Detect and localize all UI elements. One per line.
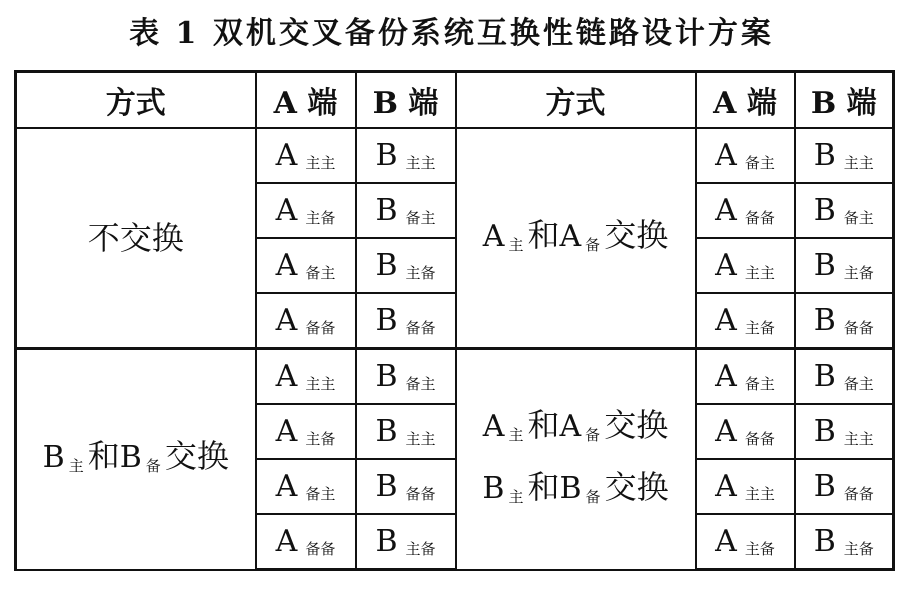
method-line	[457, 397, 695, 459]
cell-subscript: 主备	[843, 540, 874, 558]
a-end-cell-left	[256, 514, 356, 570]
cell-letter: A	[275, 414, 298, 449]
a-end-cell-right	[696, 293, 795, 349]
cell-subscript: 主主	[305, 375, 336, 393]
method-subscript: 备	[585, 488, 601, 507]
method-tail: 交换	[164, 437, 229, 476]
header-b-end-left: B 端	[356, 72, 456, 129]
cell-letter: A	[275, 303, 298, 338]
b-end-cell-right	[795, 459, 894, 514]
cell-letter: A	[715, 414, 737, 449]
cell-letter: B	[375, 193, 398, 228]
method-letter: A	[482, 409, 505, 445]
cell-letter: A	[715, 359, 737, 394]
a-end-cell-left	[256, 459, 356, 514]
a-end-cell-right	[696, 404, 795, 459]
cell-subscript: 备主	[843, 375, 874, 393]
cell-letter: B	[375, 414, 398, 449]
header-a-end-right: A 端	[696, 72, 795, 129]
table-row	[16, 128, 894, 183]
a-end-cell-right	[696, 183, 795, 238]
a-end-cell-left	[256, 128, 356, 183]
cell-subscript: 主备	[744, 540, 775, 558]
a-end-cell-right	[696, 349, 795, 405]
cell-letter: B	[375, 359, 398, 394]
method-cell-left	[16, 128, 256, 349]
method-conjunction: 和	[527, 216, 560, 254]
cell-letter: B	[813, 359, 836, 394]
b-end-cell-right	[795, 183, 894, 238]
method-letter: A	[559, 219, 582, 254]
a-end-cell-left	[256, 349, 356, 405]
method-conjunction: 和	[527, 406, 560, 445]
b-end-cell-right	[795, 514, 894, 570]
b-end-cell-right	[795, 349, 894, 405]
cell-subscript: 备主	[305, 264, 336, 282]
cell-subscript: 主主	[843, 430, 874, 448]
cell-letter: A	[715, 248, 737, 283]
cell-letter: A	[275, 359, 298, 394]
method-subscript: 备	[145, 457, 161, 476]
b-end-cell-left	[356, 349, 456, 405]
cell-letter: A	[275, 248, 298, 283]
table-row	[16, 349, 894, 405]
cell-letter: A	[715, 469, 737, 504]
cell-letter: A	[715, 524, 737, 559]
b-end-cell-right	[795, 293, 894, 349]
cell-letter: B	[375, 248, 398, 283]
method-conjunction: 和	[87, 437, 120, 476]
b-end-cell-left	[356, 238, 456, 293]
method-line	[457, 459, 695, 521]
method-tail: 交换	[604, 216, 669, 254]
cell-subscript: 备主	[744, 154, 775, 172]
cell-letter: B	[813, 469, 836, 504]
cell-subscript: 主备	[405, 264, 436, 282]
cell-letter: B	[375, 138, 398, 173]
cell-subscript: 备主	[843, 209, 874, 227]
method-subscript: 主	[508, 426, 524, 445]
cell-subscript: 备备	[305, 540, 336, 558]
method-tail: 交换	[604, 406, 669, 445]
method-text: 不交换	[87, 219, 184, 257]
cell-subscript: 主备	[744, 319, 775, 337]
cell-subscript: 备主	[744, 375, 775, 393]
cell-letter: B	[375, 524, 398, 559]
cell-subscript: 主备	[305, 430, 336, 448]
cell-subscript: 备备	[843, 485, 874, 503]
method-cell-right	[456, 349, 696, 570]
b-end-cell-left	[356, 293, 456, 349]
cell-subscript: 备备	[744, 209, 775, 227]
a-end-cell-right	[696, 238, 795, 293]
method-conjunction: 和	[527, 468, 560, 507]
cell-subscript: 备备	[843, 319, 874, 337]
method-letter: B	[119, 440, 142, 476]
header-method-left: 方式	[16, 72, 256, 129]
cell-subscript: 主主	[405, 430, 436, 448]
header-a-end-left: A 端	[256, 72, 356, 129]
a-end-cell-right	[696, 514, 795, 570]
cell-subscript: 主主	[744, 485, 775, 503]
method-letter: A	[482, 219, 505, 254]
method-subscript: 主	[508, 488, 524, 507]
b-end-cell-right	[795, 238, 894, 293]
method-subscript: 主	[508, 236, 524, 254]
cell-letter: A	[275, 524, 298, 559]
cell-letter: A	[275, 138, 298, 173]
method-cell-left	[16, 349, 256, 570]
cell-letter: B	[813, 248, 836, 283]
a-end-cell-right	[696, 459, 795, 514]
method-letter: B	[559, 471, 582, 507]
method-line	[457, 207, 695, 269]
table-body	[16, 128, 894, 570]
cell-letter: B	[375, 469, 398, 504]
method-tail: 交换	[604, 468, 669, 507]
cell-subscript: 备备	[405, 319, 436, 337]
table-title: 表 1 双机交叉备份系统互换性链路设计方案	[129, 16, 774, 51]
b-end-cell-left	[356, 514, 456, 570]
method-subscript: 备	[585, 426, 601, 445]
cell-subscript: 备备	[405, 485, 436, 503]
cell-letter: B	[813, 524, 836, 559]
cell-subscript: 备备	[305, 319, 336, 337]
header-method-right: 方式	[456, 72, 696, 129]
cell-letter: A	[275, 469, 298, 504]
cell-letter: B	[813, 414, 836, 449]
b-end-cell-right	[795, 128, 894, 183]
cell-subscript: 主主	[305, 154, 336, 172]
cell-subscript: 备主	[405, 375, 436, 393]
method-letter: B	[482, 471, 505, 507]
header-b-end-right: B 端	[795, 72, 894, 129]
method-cell-right	[456, 128, 696, 349]
header-row	[16, 72, 894, 129]
method-subscript: 主	[68, 457, 84, 476]
cell-letter: B	[375, 303, 398, 338]
cell-letter: B	[813, 193, 836, 228]
cell-subscript: 备主	[405, 209, 436, 227]
method-line	[17, 428, 255, 490]
cell-letter: A	[715, 303, 737, 338]
cell-subscript: 主备	[405, 540, 436, 558]
cell-subscript: 主备	[305, 209, 336, 227]
b-end-cell-left	[356, 183, 456, 238]
b-end-cell-left	[356, 459, 456, 514]
method-letter: A	[559, 409, 582, 445]
cell-subscript: 备主	[305, 485, 336, 503]
b-end-cell-left	[356, 404, 456, 459]
b-end-cell-right	[795, 404, 894, 459]
cell-subscript: 主备	[843, 264, 874, 282]
a-end-cell-left	[256, 404, 356, 459]
cell-subscript: 主主	[744, 264, 775, 282]
cell-letter: A	[275, 193, 298, 228]
cell-letter: B	[813, 138, 836, 173]
cell-subscript: 主主	[405, 154, 436, 172]
a-end-cell-left	[256, 293, 356, 349]
cell-subscript: 备备	[744, 430, 775, 448]
a-end-cell-left	[256, 238, 356, 293]
a-end-cell-right	[696, 128, 795, 183]
cell-letter: B	[813, 303, 836, 338]
a-end-cell-left	[256, 183, 356, 238]
cell-letter: A	[715, 138, 737, 173]
cell-subscript: 主主	[843, 154, 874, 172]
method-letter: B	[42, 440, 65, 476]
method-subscript: 备	[585, 236, 601, 254]
cell-letter: A	[715, 193, 737, 228]
b-end-cell-left	[356, 128, 456, 183]
design-table	[14, 70, 895, 571]
